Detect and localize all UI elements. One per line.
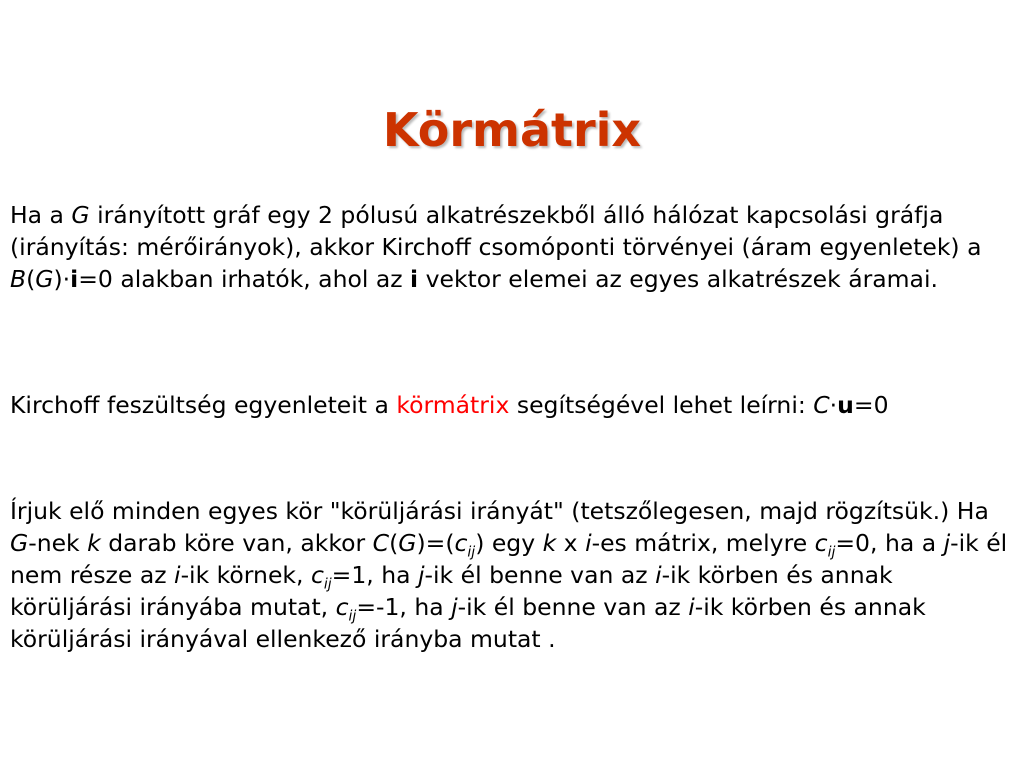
text-run: =0, ha a [835,529,944,557]
vector-u: u [837,391,854,419]
text-run: )· [53,265,71,293]
math-symbol-B: B [10,265,27,293]
subscript-ij: ij [467,544,476,561]
math-symbol-i: i [688,593,695,621]
text-run: -nek [28,529,88,557]
paragraph-loop-matrix-definition [10,495,1010,655]
text-run: vektor elemei az egyes alkatrészek áramai. [418,265,938,293]
math-symbol-G: G [10,529,29,557]
math-symbol-c: c [454,529,468,557]
text-run: · [829,391,838,419]
math-symbol-G: G [398,529,417,557]
text-run: Írjuk elő minden egyes kör "körüljárási irányát" (tetszőlegesen, majd rögzítsük.) Ha [10,497,989,525]
math-symbol-i: i [585,529,592,557]
math-symbol-C: C [372,529,390,557]
text-run: -ik körben és annak körüljárási irányával ellenkező irányba mutat . [10,593,926,653]
text-run: irányított gráf egy 2 pólusú alkatrészekből álló hálózat kapcsolási gráfja (irányítás: mérőirányok), akkor Kirchoff csomóponti törvényei (áram egyenletek) a [10,201,982,261]
math-symbol-c: c [310,561,324,589]
slide-title: Körmátrix [382,103,642,157]
math-symbol-k: k [542,529,557,557]
text-run: -es mátrix, melyre [591,529,815,557]
text-run: x [556,529,586,557]
vector-i: i [410,265,419,293]
text-run: Ha a [10,201,72,229]
math-symbol-j: j [418,561,425,589]
paragraph-kirchoff-current-law [10,199,1010,295]
vector-i: i [70,265,79,293]
math-symbol-k: k [87,529,101,557]
subscript-ij: ij [827,544,836,561]
math-symbol-C: C [813,391,830,419]
highlighted-term: körmátrix [396,391,510,419]
text-run: -ik él benne van az [424,561,656,589]
text-run: ) egy [475,529,543,557]
text-run: =0 alakban irhatók, ahol az [78,265,411,293]
math-symbol-j: j [943,529,951,557]
text-run: segítségével lehet leírni: [509,391,814,419]
subscript-ij: ij [323,576,332,593]
math-symbol-G: G [35,265,54,293]
text-run: -ik körnek, [180,561,311,589]
text-run: Kirchoff feszültség egyenleteit a [10,391,397,419]
math-symbol-i: i [174,561,181,589]
text-run: ( [389,529,399,557]
math-symbol-j: j [451,593,458,621]
text-run: -ik él nem része az [10,529,1008,589]
text-run: ( [26,265,36,293]
text-run: -ik körben és annak körüljárási irányába mutat, [10,561,893,621]
math-symbol-c: c [814,529,828,557]
text-run: )=( [416,529,455,557]
subscript-ij: ij [348,608,357,625]
text-run: =-1, ha [356,593,452,621]
math-symbol-G: G [71,201,90,229]
text-run: =0 [853,391,889,419]
text-run: darab köre van, akkor [100,529,373,557]
text-run: -ik él benne van az [457,593,689,621]
math-symbol-c: c [335,593,349,621]
paragraph-kirchoff-voltage-law [10,389,1010,421]
text-run: =1, ha [331,561,419,589]
math-symbol-i: i [655,561,662,589]
